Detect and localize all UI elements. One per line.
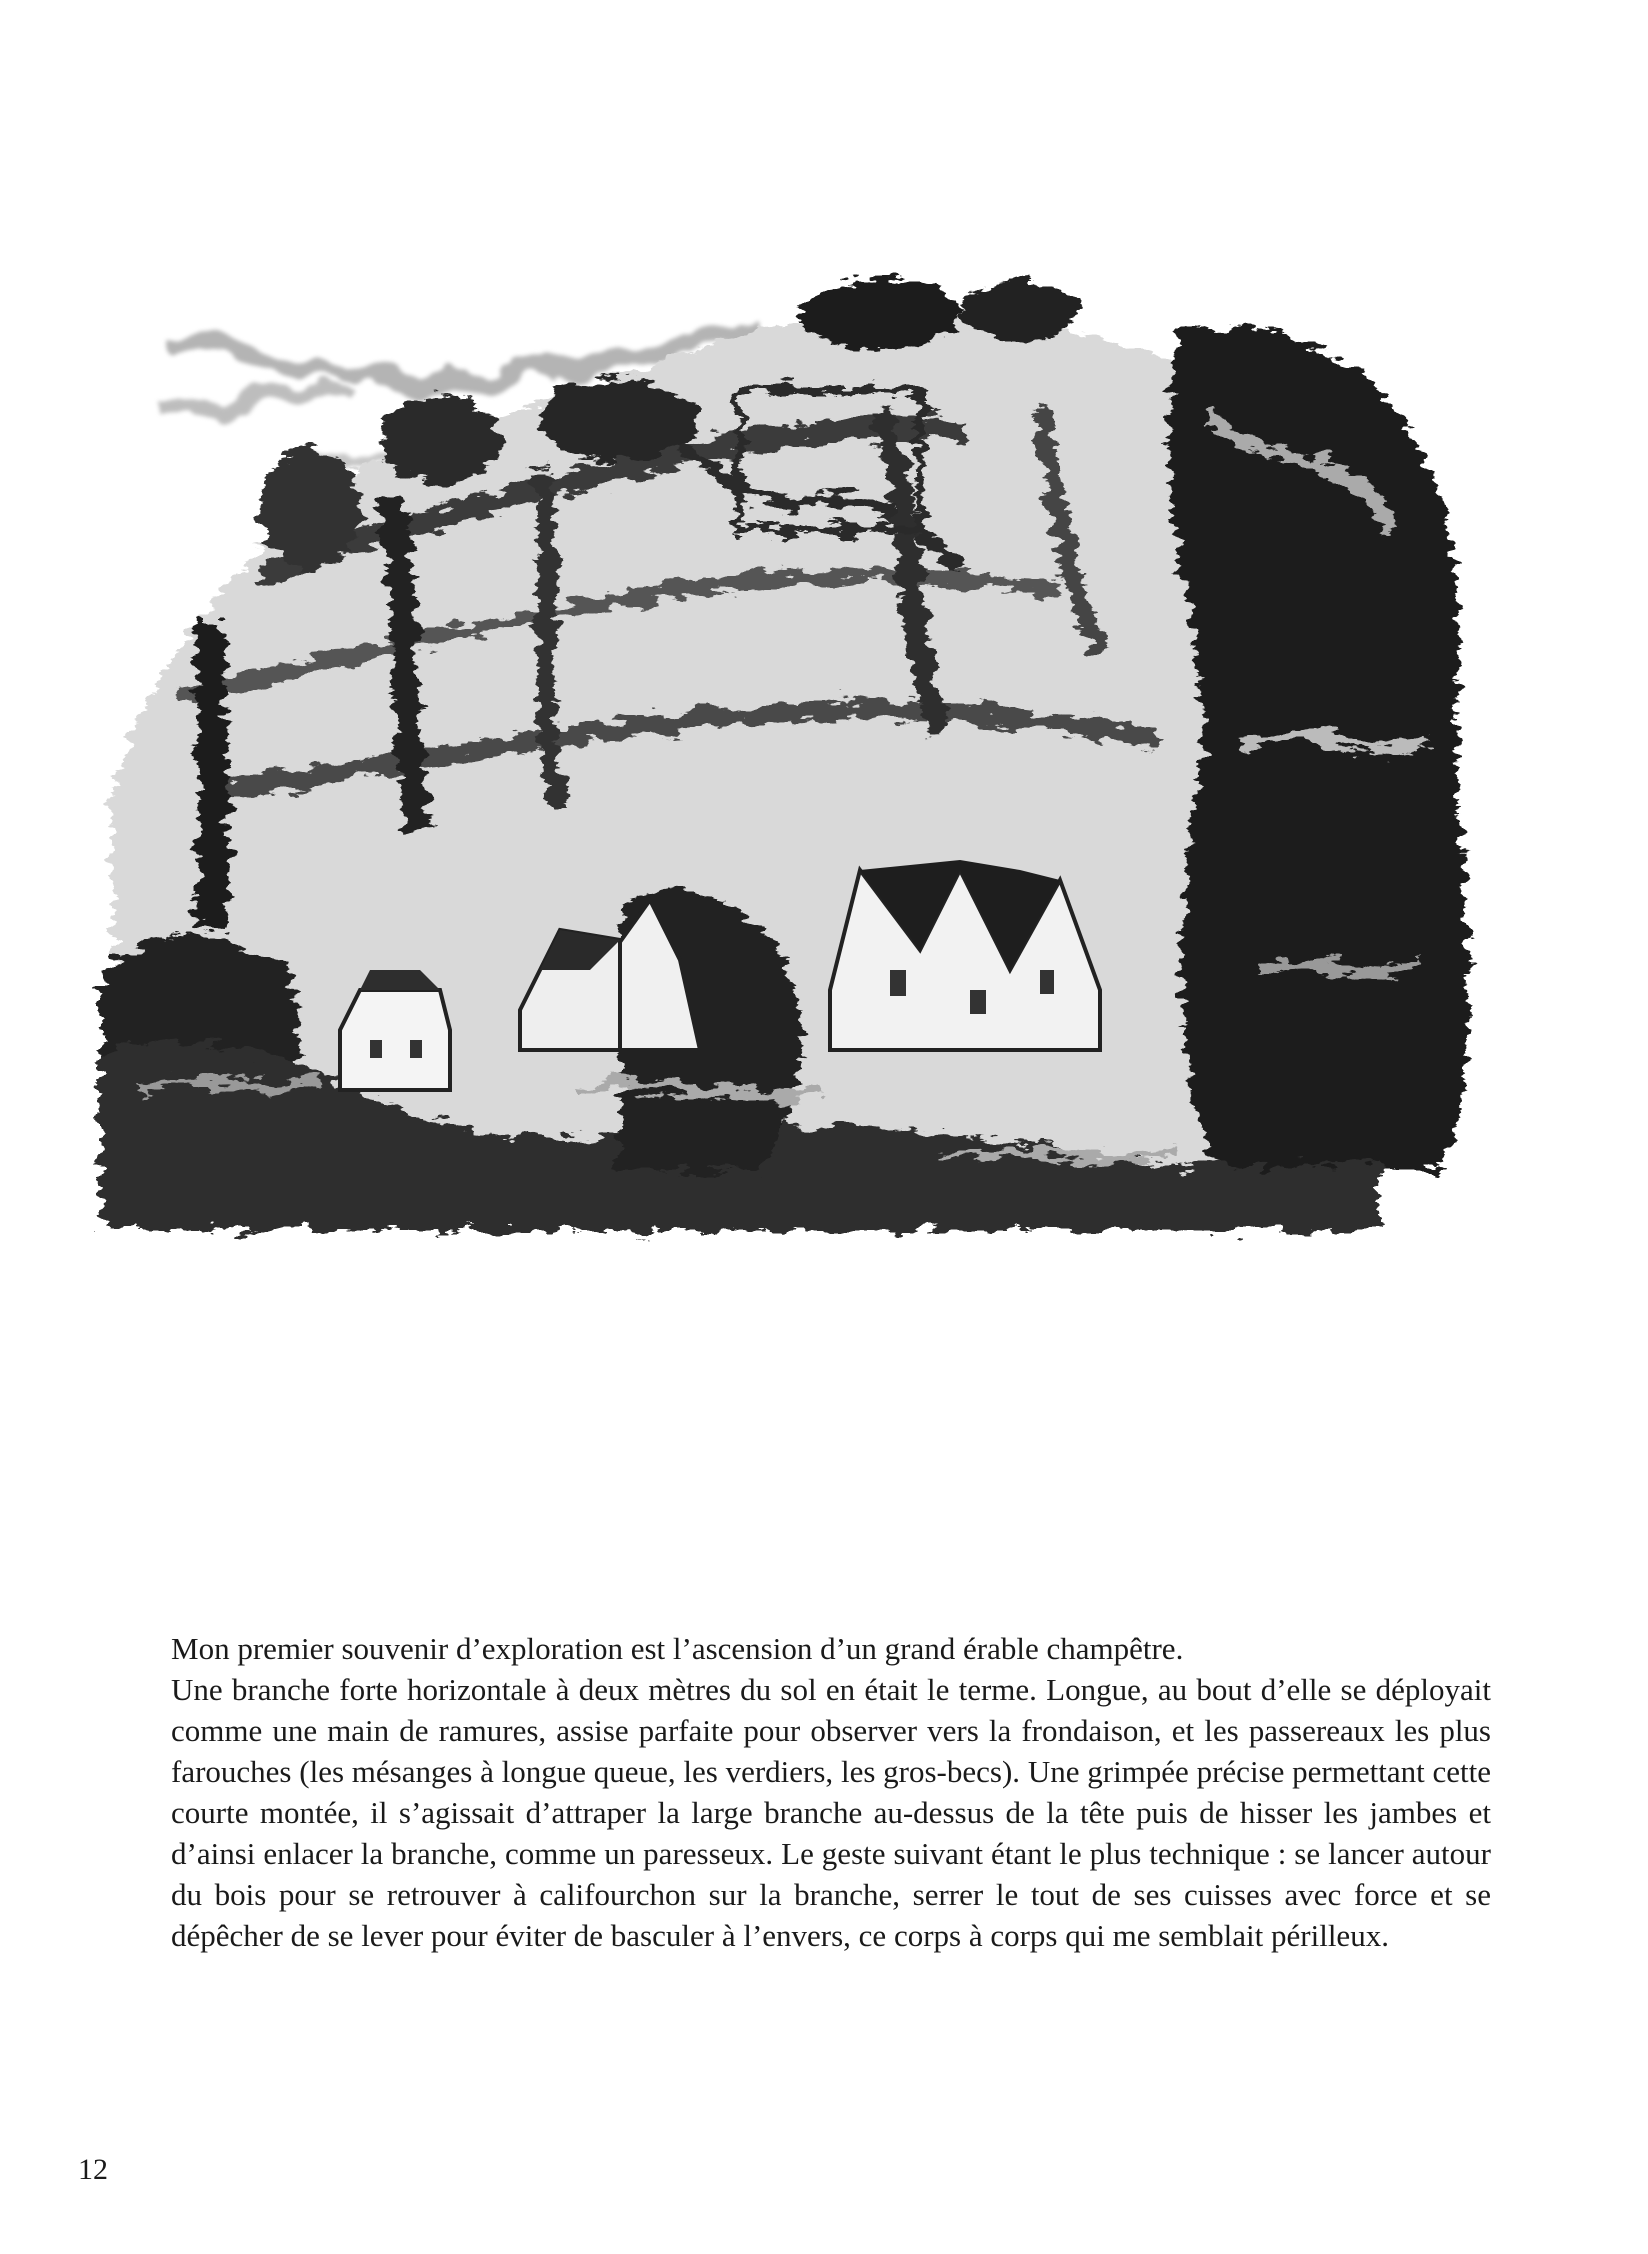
right-trees	[1169, 326, 1469, 1170]
cliff-village-illustration	[60, 270, 1520, 1380]
paragraph-2: Une branche forte horizontale à deux mètres du sol en était le terme. Longue, au bout d’elle se déployait comme une main de ramures, assise parfaite pour observer vers la frondaison, et les passereaux les plus farouches (les mésanges à longue queue, les verdiers, les gros-becs). Une grimpée précise permettant cette courte montée, il s’agissait d’attraper la large branche au-dessus de la tête puis de hisser les jambes et d’ainsi enlacer la branche, comme un paresseux. Le geste suivant étant le plus technique : se lancer autour du bois pour se retrouver à califourchon sur la branche, serrer le tout de ses cuisses avec force et se dépêcher de se lever pour éviter de basculer à l’envers, ce corps à corps qui me semblait périlleux.	[171, 1672, 1491, 1953]
page-number: 12	[78, 2153, 108, 2186]
body-text	[171, 1628, 1491, 1956]
paragraph-1: Mon premier souvenir d’exploration est l’ascension d’un grand érable champêtre.	[171, 1631, 1184, 1666]
